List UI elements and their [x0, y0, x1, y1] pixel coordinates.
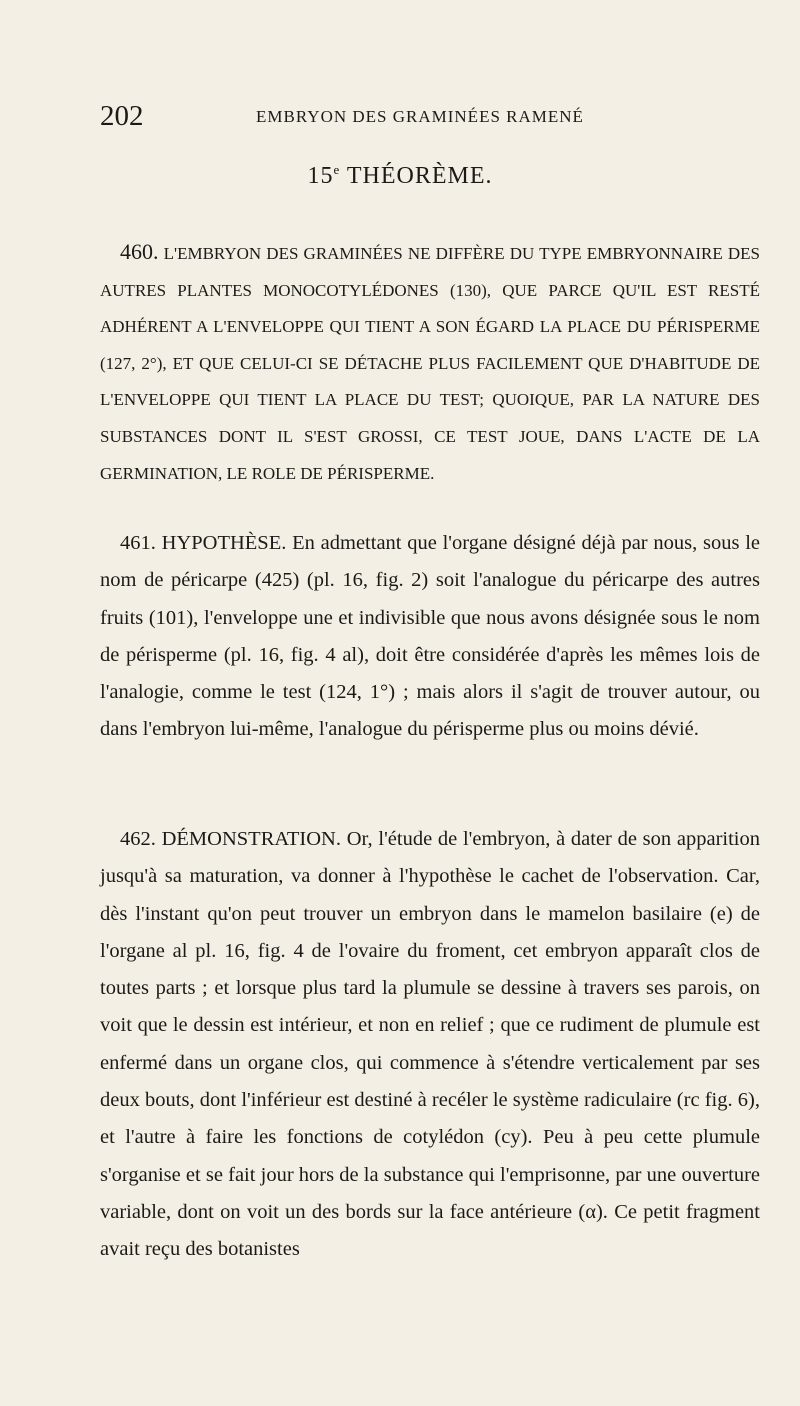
- paragraph-461: [100, 525, 760, 749]
- theorem-title: THÉORÈME.: [346, 163, 493, 189]
- page-header: [100, 100, 740, 136]
- paragraph-label: HYPOTHÈSE.: [161, 532, 287, 554]
- page-number: 202: [100, 100, 144, 132]
- paragraph-number: 462.: [120, 828, 156, 850]
- paragraph-label: DÉMONSTRATION.: [161, 828, 341, 850]
- paragraph-number: 461.: [120, 532, 156, 554]
- theorem-number: 15: [307, 163, 334, 189]
- paragraph-460: [100, 234, 760, 492]
- paragraph-number: 460.: [120, 239, 159, 264]
- theorem-number-suffix: e: [333, 162, 341, 177]
- paragraph-text: Or, l'étude de l'embryon, à dater de son apparition jusqu'à sa maturation, va donner à l'hypothèse le cachet de l'observation. Car, dès l'instant qu'on peut trouver un embryon dans le mamelon basilaire (e) de l'organe al pl. 16, fig. 4 de l'ovaire du froment, cet embryon apparaît clos de toutes parts ; et lorsque plus tard la plumule se dessine à travers ses parois, on voit que le dessin est intérieur, et non en relief ; que ce rudiment de plumule est enfermé dans un organe clos, qui commence à s'étendre verticalement par ses deux bouts, dont l'inférieur est destiné à recéler le système radiculaire (rc fig. 6), et l'autre à faire les fonctions de cotylédon (cy). Peu à peu cette plumule s'organise et se fait jour hors de la substance qui l'emprisonne, par une ouverture variable, dont on voit un des bords sur la face antérieure (α). Ce petit fragment avait reçu des botanistes: [100, 828, 761, 1261]
- theorem-heading: [0, 162, 800, 190]
- paragraph-text: En admettant que l'organe désigné déjà par nous, sous le nom de péricarpe (425) (pl. 16, fig. 2) soit l'analogue du péricarpe des autres fruits (101), l'enveloppe une et indivisible que nous avons désignée sous le nom de périsperme (pl. 16, fig. 4 al), doit être considérée d'après les mêmes lois de l'analogie, comme le test (124, 1°) ; mais alors il s'agit de trouver autour, ou dans l'embryon lui-même, l'analogue du périsperme plus ou moins dévié.: [100, 532, 761, 741]
- running-title: EMBRYON DES GRAMINÉES RAMENÉ: [256, 107, 584, 126]
- paragraph-462: [100, 821, 760, 1269]
- paragraph-text: L'EMBRYON DES GRAMINÉES NE DIFFÈRE DU TYPE EMBRYONNAIRE DES AUTRES PLANTES MONOCOTYLÉDONES (130), QUE PARCE QU'IL EST RESTÉ ADHÉRENT A L'ENVELOPPE QUI TIENT A SON ÉGARD LA PLACE DU PÉRISPERME (127, 2°), ET QUE CELUI-CI SE DÉTACHE PLUS FACILEMENT QUE D'HABITUDE DE L'ENVELOPPE QUI TIENT LA PLACE DU TEST; QUOIQUE, PAR LA NATURE DES SUBSTANCES DONT IL S'EST GROSSI, CE TEST JOUE, DANS L'ACTE DE LA GERMINATION, LE ROLE DE PÉRISPERME.: [100, 244, 760, 483]
